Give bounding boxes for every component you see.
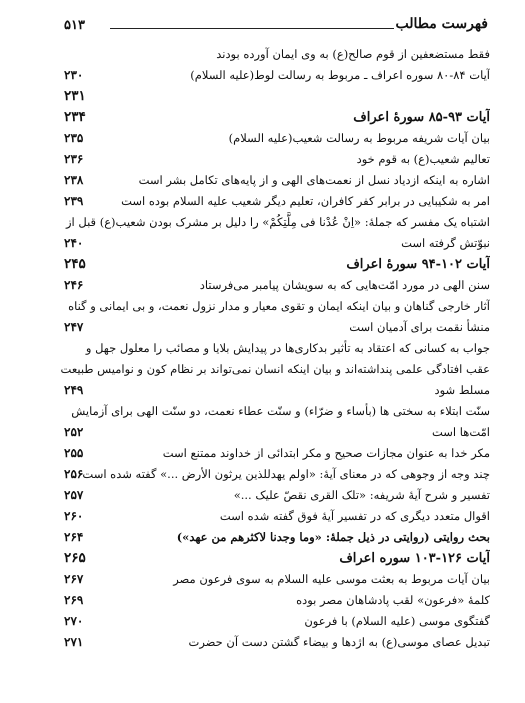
toc-entry-text: تفسیر و شرح آیهٔ شریفه: «تلک القری نقصّ علیک ...» [233, 488, 490, 502]
toc-entry [58, 464, 490, 485]
toc-entry-text: آثار خارجی گناهان و بیان اینکه ایمان و تقوی معیار و مدار نزول نعمت، و بی ایمانی و گناه [68, 299, 490, 313]
toc-entry-text: چند وجه از وجوهی که در معنای آیهٔ: «اولم یهدللذین یرثون الأرض ...» گفته شده است [82, 467, 490, 481]
toc-page-ref: ۲۵۵ [64, 446, 84, 460]
toc-page-ref: ۲۴۶ [64, 278, 84, 292]
toc-page-ref: ۲۶۹ [64, 593, 84, 607]
toc-entry-text: عقب افتادگی علمی پنداشته‌اند و بیان اینکه انسان نمی‌تواند بر نظام کون و نوامیس طبیعت [60, 362, 490, 376]
toc-page-ref: ۲۳۶ [64, 152, 84, 166]
toc-entry [58, 611, 490, 632]
toc-entry-text: فقط مستضعفین از قوم صالح(ع) به وی ایمان آورده بودند [216, 47, 490, 61]
toc-entry-text: امّت‌ها است [432, 425, 490, 439]
header-rule [110, 28, 394, 29]
document-page [58, 14, 490, 694]
page-number: ۵۱۳ [64, 18, 85, 33]
toc-entry [58, 275, 490, 296]
toc-entry [58, 149, 490, 170]
toc-entry [58, 443, 490, 464]
toc-page-ref: ۲۳۱ [64, 88, 86, 104]
toc-page-ref: ۲۶۵ [64, 550, 86, 566]
toc-entry [58, 380, 490, 401]
toc-page-ref: ۲۳۹ [64, 194, 84, 208]
toc-page-ref: ۲۳۵ [64, 131, 84, 145]
toc-page-ref: ۲۵۲ [64, 425, 84, 439]
toc-entry [58, 632, 490, 653]
toc-page-ref: ۲۶۷ [64, 572, 84, 586]
toc-page-ref: ۲۳۰ [64, 68, 84, 82]
toc-page-ref: ۲۶۴ [64, 530, 84, 544]
toc-entry [58, 296, 490, 317]
table-of-contents [58, 44, 490, 653]
toc-entry-text: اشاره به اینکه ازدیاد نسل از نعمت‌های الهی و از پایه‌های تکامل بشر است [138, 173, 490, 187]
toc-page-ref: ۲۷۱ [64, 635, 84, 649]
toc-entry [58, 590, 490, 611]
toc-page-ref: ۲۴۰ [64, 236, 84, 250]
toc-entry-text: آیات ۹۳-۸۵ سورهٔ اعراف [353, 110, 490, 125]
toc-entry-text: منشأ نقمت برای آدمیان است [349, 320, 490, 334]
toc-entry [58, 401, 490, 422]
toc-page-ref: ۲۳۸ [64, 173, 84, 187]
toc-entry-text: جواب به کسانی که اعتقاد به تأثیر بدکاری‌ها در پیدایش بلایا و مصائب را معلول جهل و [85, 341, 490, 355]
toc-entry [58, 359, 490, 380]
toc-page-ref: ۲۶۰ [64, 509, 84, 523]
toc-entry [58, 212, 490, 233]
toc-entry-text: نبوّتش گرفته است [401, 236, 490, 250]
toc-entry [58, 128, 490, 149]
toc-section-heading [58, 86, 490, 107]
toc-entry [58, 170, 490, 191]
toc-entry [58, 65, 490, 86]
toc-entry-text: آیات ۸۴-۸۰ سوره اعراف ـ مربوط به رسالت لوط(علیه السلام) [190, 68, 490, 82]
toc-subheading [58, 527, 490, 548]
toc-entry-text: اشتباه یک مفسر که جملهٔ: «اِنْ عُدْنا فی مِلَّتِکُمْ» را دلیل بر مشرک بودن شعیب(ع) قبل از [65, 215, 490, 229]
toc-page-ref: ۲۷۰ [64, 614, 84, 628]
toc-entry [58, 422, 490, 443]
toc-entry-text: بیان آیات شریفه مربوط به رسالت شعیب(علیه السلام) [228, 131, 490, 145]
toc-entry-text: سنّت ابتلاء به سختی ها (بأساء و ضرّاء) و سنّت عطاء نعمت، دو سنّت الهی برای آزمایش [71, 404, 490, 418]
toc-section-heading [58, 548, 490, 569]
toc-entry-text: اقوال متعدد دیگری که در تفسیر آیهٔ فوق گفته شده است [219, 509, 490, 523]
toc-entry-text: سنن الهی در مورد امّت‌هایی که به سویشان پیامبر می‌فرستاد [199, 278, 490, 292]
toc-entry-text: بحث روایتی (روایتی در ذیل جملهٔ: «وما وجدنا لاکثرهم من عهد») [176, 530, 490, 544]
toc-page-ref: ۲۳۴ [64, 109, 86, 125]
toc-entry [58, 317, 490, 338]
toc-entry-text: مسلط شود [434, 383, 490, 397]
page-header [58, 14, 490, 40]
toc-entry [58, 191, 490, 212]
toc-entry-text: کلمهٔ «فرعون» لقب پادشاهان مصر بوده [296, 593, 490, 607]
toc-entry-text: امر به شکیبایی در برابر کفر کافران، تعلیم دیگر شعیب علیه السلام بوده است [121, 194, 490, 208]
toc-entry [58, 233, 490, 254]
toc-entry-text: بیان آیات مربوط به بعثت موسی علیه السلام به سوی فرعون مصر [173, 572, 490, 586]
running-title: فهرست مطالب [395, 16, 488, 32]
toc-entry [58, 569, 490, 590]
toc-section-heading [58, 254, 490, 275]
toc-entry-text: گفتگوی موسی (علیه السلام) با فرعون [304, 614, 490, 628]
toc-entry [58, 338, 490, 359]
toc-entry [58, 485, 490, 506]
toc-page-ref: ۲۴۵ [64, 256, 86, 272]
toc-page-ref: ۲۴۹ [64, 383, 84, 397]
toc-entry-text: تبدیل عصای موسی(ع) به اژدها و بیضاء گشتن دست آن حضرت [188, 635, 490, 649]
toc-entry-text: آیات ۱۰۲-۹۴ سورهٔ اعراف [346, 257, 490, 272]
toc-entry-text: آیات ۱۲۶-۱۰۳ سوره اعراف [339, 551, 490, 566]
toc-page-ref: ۲۵۶ [64, 467, 84, 481]
toc-entry [58, 44, 490, 65]
toc-section-heading [58, 107, 490, 128]
toc-entry-text: مکر خدا به عنوان مجازات صحیح و مکر ابتدائی از خداوند ممتنع است [162, 446, 490, 460]
toc-page-ref: ۲۴۷ [64, 320, 84, 334]
toc-entry [58, 506, 490, 527]
toc-entry-text: تعالیم شعیب(ع) به قوم خود [356, 152, 490, 166]
toc-page-ref: ۲۵۷ [64, 488, 84, 502]
